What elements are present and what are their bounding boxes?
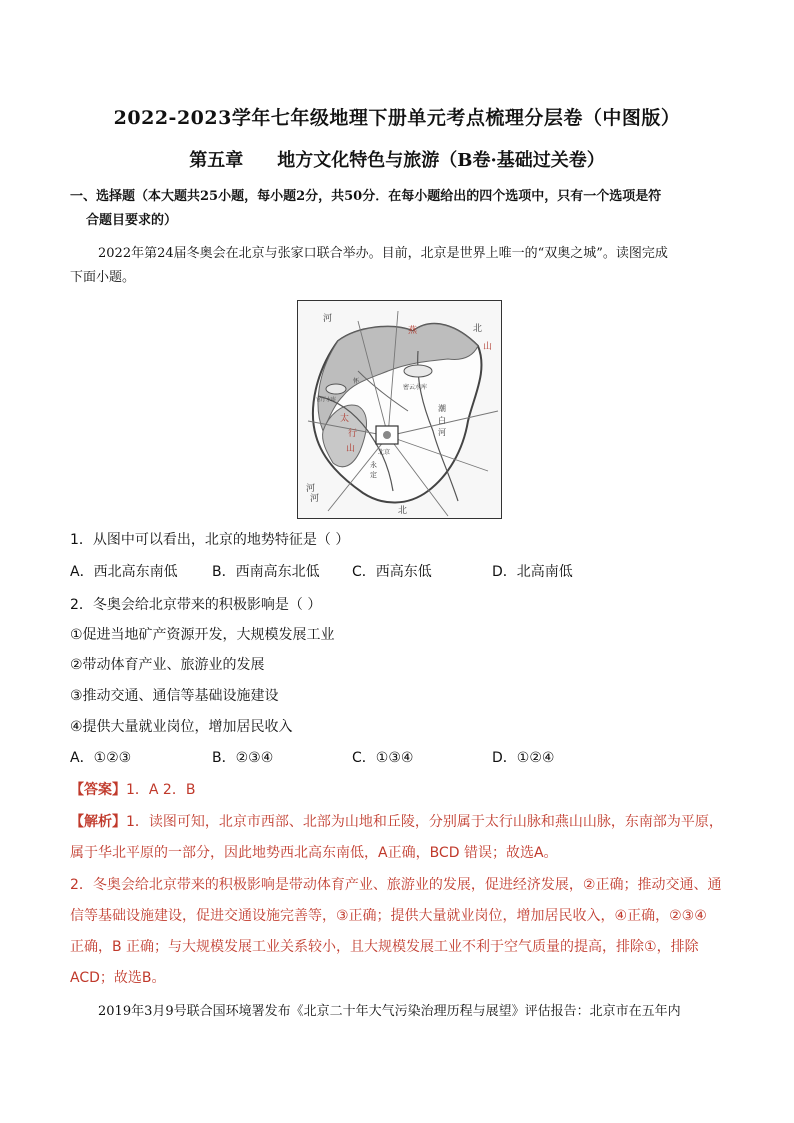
- map-label-he2: 河: [438, 428, 446, 437]
- question-2-option-d[interactable]: D．①②④: [492, 750, 555, 766]
- next-passage-line: 2019年3月9号联合国环境署发布《北京二十年大气污染治理历程与展望》评估报告：北京市在五年内: [98, 1004, 681, 1019]
- map-figure: [298, 301, 501, 518]
- map-label-bai: 白: [438, 416, 446, 425]
- answer-text: 1．A 2．B: [126, 782, 196, 798]
- question-2-option-c[interactable]: C．①③④: [352, 750, 414, 766]
- question-2-statement-3: ③推动交通、通信等基础设施建设: [70, 688, 279, 704]
- analysis-text-1: 1．读图可知，北京市西部、北部为山地和丘陵，分别属于太行山脉和燕山山脉，东南部为平原，: [126, 814, 723, 830]
- question-2-statement-2: ②带动体育产业、旅游业的发展: [70, 657, 265, 673]
- map-label-ding: 定: [370, 471, 377, 479]
- question-1-stem: 1．从图中可以看出，北京的地势特征是（ ）: [70, 532, 350, 548]
- section-heading-line2: 合题目要求的）: [86, 213, 178, 228]
- map-label-yong: 永: [370, 461, 377, 469]
- beijing-terrain-map: [297, 300, 502, 519]
- map-label-miyun: 密云水库: [403, 384, 428, 391]
- analysis-line-5: 正确，B 正确；与大规模发展工业关系较小，且大规模发展工业不利于空气质量的提高，排除①，排除: [70, 939, 699, 955]
- analysis-line-2: 属于华北平原的一部分，因此地势西北高东南低，A正确，BCD 错误；故选A。: [70, 845, 558, 861]
- section-heading-line1: 一、选择题（本大题共25小题，每小题2分，共50分．在每小题给出的四个选项中，只有一个选项是符: [70, 189, 662, 204]
- question-2-statement-4: ④提供大量就业岗位，增加居民收入: [70, 719, 293, 735]
- question-2-option-a[interactable]: A．①②③: [70, 750, 132, 766]
- question-1-option-b[interactable]: B．西南高东北低: [212, 564, 320, 580]
- map-label-yan: 燕: [408, 326, 418, 336]
- map-label-shan2: 山: [346, 444, 356, 454]
- map-label-tai: 太: [340, 414, 350, 424]
- question-1-option-a[interactable]: A．西北高东南低: [70, 564, 178, 580]
- chapter-title: 地方文化特色与旅游（B卷·基础过关卷）: [277, 150, 605, 171]
- map-label-he4: 河: [306, 484, 316, 494]
- map-label-hang: 行: [348, 429, 358, 439]
- map-label-he: 河: [323, 314, 333, 324]
- analysis-line-4: 信等基础设施建设，促进交通设施完善等，③正确；提供大量就业岗位，增加居民收入，④正确，②③④: [70, 908, 707, 924]
- map-label-beijing: 北京: [378, 449, 391, 456]
- intro-line2: 下面小题。: [70, 270, 136, 285]
- analysis-label: 【解析】: [70, 814, 126, 830]
- question-2-statement-1: ①促进当地矿产资源开发，大规模发展工业: [70, 627, 335, 643]
- map-label-guanting: 官厅水库: [316, 397, 337, 403]
- answer-label: 【答案】: [70, 782, 126, 798]
- map-label-chao: 潮: [438, 404, 446, 413]
- question-1-option-d[interactable]: D．北高南低: [492, 564, 573, 580]
- analysis-line-3: 2．冬奥会给北京带来的积极影响是带动体育产业、旅游业的发展，促进经济发展，②正确；推动交通、通: [70, 877, 722, 893]
- question-2-option-b[interactable]: B．②③④: [212, 750, 274, 766]
- map-label-huai: 怀: [353, 378, 360, 385]
- analysis-line-6: ACD；故选B。: [70, 970, 166, 986]
- map-label-he3: 河: [310, 494, 320, 504]
- question-2-stem: 2．冬奥会给北京带来的积极影响是（ ）: [70, 597, 322, 613]
- map-label-bei: 北: [473, 324, 483, 334]
- map-label-bei2: 北: [398, 506, 408, 516]
- chapter-subtitle: [0, 146, 794, 172]
- map-label-shan1: 山: [483, 342, 493, 352]
- answer-line: [70, 779, 195, 799]
- question-1-option-c[interactable]: C．西高东低: [352, 564, 432, 580]
- chapter-label: 第五章: [189, 150, 244, 171]
- document-title: 2022-2023学年七年级地理下册单元考点梳理分层卷（中图版）: [113, 107, 681, 129]
- analysis-line-1: [70, 811, 723, 831]
- intro-line1: 2022年第24届冬奥会在北京与张家口联合举办。目前，北京是世界上唯一的“双奥之城”。读图完成: [98, 246, 668, 261]
